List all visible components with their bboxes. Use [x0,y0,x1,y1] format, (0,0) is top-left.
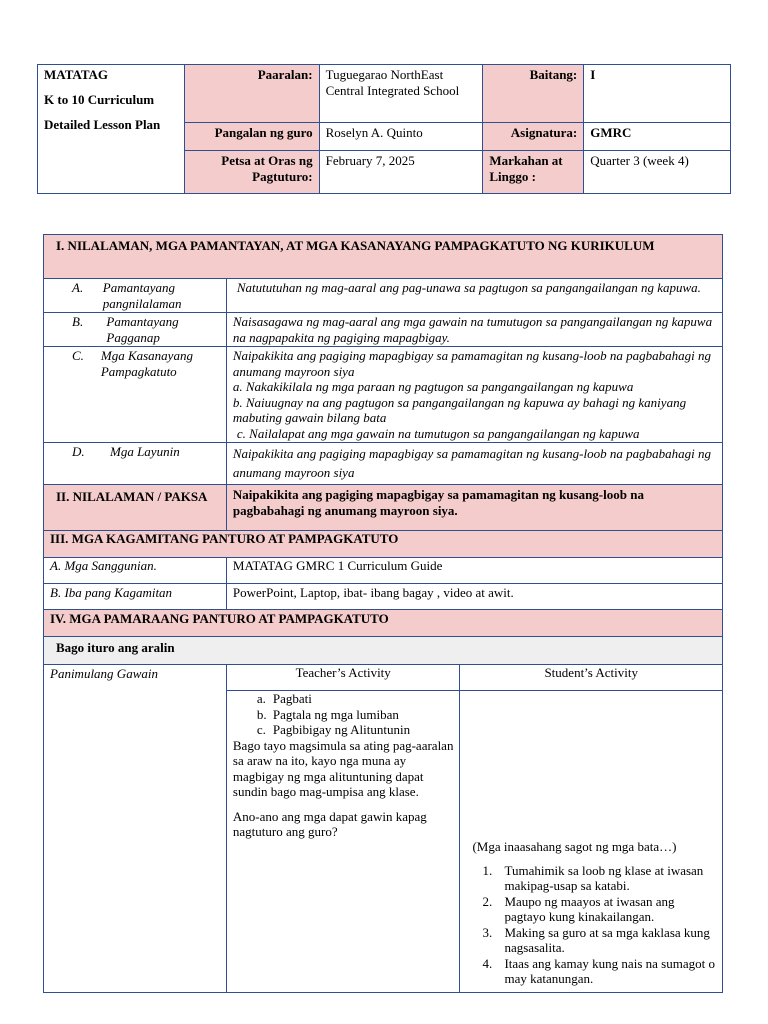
teacher-question: Ano-ano ang mga dapat gawin kapag nagtuturo ang guro? [232,808,427,839]
kasanayan-a: a. Nakakikilala ng mga paraan ng pagtugon sa pangangailangan ng kapuwa [232,379,634,394]
layunin-value: Naipakikita ang pagiging mapagbigay sa pamamagitan ng kusang-loob na pagbabahagi ng anumang mayroon siya [226,443,722,485]
kasanayang-pampagkatuto-label [44,347,227,443]
sanggunian-label: A. Mga Sanggunian. [44,558,227,584]
kasanayan-main: Naipakikita ang pagiging mapagbigay sa pamamagitan ng kusang-loob na pagbabahagi ng anumang mayroon siya [232,348,711,379]
item-b-label: Pamantayang Pagganap [106,314,179,345]
student-activity-content [460,691,723,993]
item-a-label: Pamantayang pangnilalaman [102,280,182,311]
kagamitan-label: B. Iba pang Kagamitan [44,584,227,610]
pamantayang-pagganap-label [44,313,227,347]
item-b-marker: B. [72,314,84,329]
item-a-marker: A. [72,280,84,295]
section4-title: IV. MGA PAMARAANG PANTURO AT PAMPAGKATUTO [44,610,723,637]
list-item: 2. Maupo ng maayos at iwasan ang pagtayo kung kinakailangan. [482,893,675,924]
teacher-opening-list [233,691,454,738]
teacher-activity-header: Teacher’s Activity [226,665,460,691]
student-activity-header: Student’s Activity [460,665,723,691]
kasanayan-c: c. Nailalapat ang mga gawain na tumutugon sa pangangailangan ng kapuwa [236,425,640,441]
student-answers-list [466,863,716,987]
section1-title: I. NILALAMAN, MGA PAMANTAYAN, AT MGA KASANAYANG PAMPAGKATUTO NG KURIKULUM [44,235,723,279]
item-c-label: Mga Kasanayang Pampagkatuto [100,348,193,379]
paaralan-value: Tuguegarao NorthEast Central Integrated School [319,65,483,123]
asignatura-label: Asignatura: [483,123,584,151]
panimulang-gawain-label: Panimulang Gawain [44,665,227,993]
section3-title: III. MGA KAGAMITANG PANTURO AT PAMPAGKATUTO [44,531,723,558]
list-item: b. Pagtala ng mga lumiban [256,706,399,722]
paaralan-label: Paaralan: [184,65,319,123]
list-item: 4. Itaas ang kamay kung nais na sumagot o may katanungan. [482,955,715,986]
layunin-label [44,443,227,485]
student-expected-intro: (Mga inaasahang sagot ng mga bata…) [472,839,677,854]
markahan-value: Quarter 3 (week 4) [584,151,731,194]
matatag-block [38,65,185,194]
baitang-value: I [584,65,731,123]
petsa-value: February 7, 2025 [319,151,483,194]
pamantayang-pagganap-value: Naisasagawa ng mag-aaral ang mga gawain na tumutugon sa pangangailangan ng kapuwa na nagpapakita ng pagiging mapagbigay. [226,313,722,347]
curriculum-label: K to 10 Curriculum [44,92,155,107]
baitang-label: Baitang: [483,65,584,123]
item-d-label: Mga Layunin [110,444,180,459]
guro-value: Roselyn A. Quinto [319,123,483,151]
list-item: c. Pagbibigay ng Alituntunin [256,722,411,737]
kasanayan-b: b. Naiuugnay na ang pagtugon sa pangangailangan ng kapuwa ay bahagi ng kaniyang mabuting gawain bilang bata [232,394,687,425]
matatag-title: MATATAG [44,67,109,82]
asignatura-value: GMRC [584,123,731,151]
section2-title: II. NILALAMAN / PAKSA [44,485,227,531]
petsa-label: Petsa at Oras ng Pagtuturo: [184,151,319,194]
list-item: 1. Tumahimik sa loob ng klase at iwasan makipag-usap sa katabi. [482,862,704,893]
kagamitan-value: PowerPoint, Laptop, ibat- ibang bagay , video at awit. [226,584,722,610]
teacher-instruction: Bago tayo magsimula sa ating pag-aaralan sa araw na ito, kayo nga muna ay magbigay ng mga alituntuning dapat sundin bago mag-umpisa ang klase. [232,737,454,799]
guro-label: Pangalan ng guro [184,123,319,151]
pamantayang-pangnilalaman-label [44,279,227,313]
section2-value: Naipakikita ang pagiging mapagbigay sa pamamagitan ng kusang-loob na pagbabahagi ng anumang mayroon siya. [226,485,722,531]
sanggunian-value: MATATAG GMRC 1 Curriculum Guide [226,558,722,584]
pamantayang-pangnilalaman-value: Natututuhan ng mag-aaral ang pag-unawa sa pagtugon sa pangangailangan ng kapuwa. [226,279,722,313]
dlp-label: Detailed Lesson Plan [44,117,161,132]
teacher-activity-content [226,691,460,993]
item-c-marker: C. [72,348,84,363]
bago-ituro-subhead: Bago ituro ang aralin [44,637,723,665]
markahan-label: Markahan at Linggo : [483,151,584,194]
item-d-marker: D. [72,444,85,459]
lesson-info-table [37,64,731,194]
lesson-plan-table [43,234,723,993]
list-item: 3. Making sa guro at sa mga kaklasa kung nagsasalita. [482,924,710,955]
list-item: a. Pagbati [256,691,312,706]
kasanayang-pampagkatuto-value [226,347,722,443]
